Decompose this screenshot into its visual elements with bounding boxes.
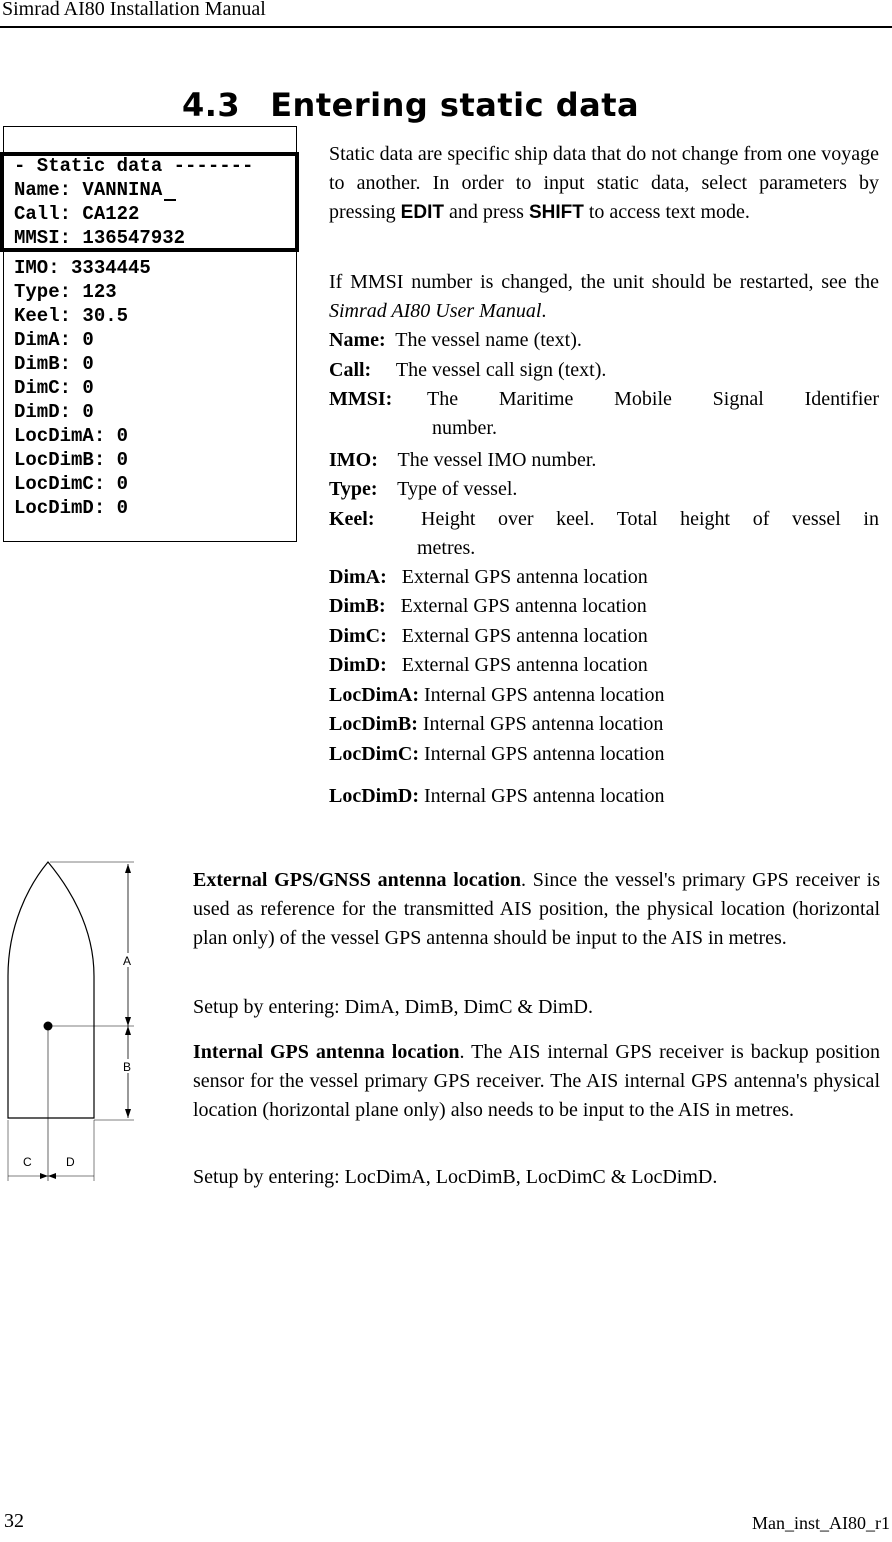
- def-keel: [329, 505, 879, 563]
- desc-type: Type of vessel.: [397, 478, 518, 500]
- lcd-line-locdimb: LocDimB: 0: [14, 449, 129, 471]
- section-number: 4.3: [182, 86, 241, 124]
- desc-dimd: External GPS antenna location: [401, 654, 648, 676]
- desc-locdima: Internal GPS antenna location: [423, 684, 665, 706]
- label-d: D: [66, 1155, 75, 1169]
- lcd-line-call: Call: CA122: [14, 203, 140, 225]
- intro-paragraph-2: [329, 268, 879, 326]
- label-a: A: [123, 954, 132, 968]
- lcd-line-imo: IMO: 3334445: [14, 257, 151, 279]
- internal-antenna-text: . The AIS internal GPS receiver is backup position sensor for the vessel primary GPS receiver. The AIS internal GPS antenna's physical location (horizontal plane only) also needs to be input to the AIS in metres.: [193, 1041, 881, 1121]
- lcd-line-header: - Static data -------: [14, 155, 254, 177]
- term-dimb: DimB:: [329, 595, 386, 617]
- gps-antenna-marker: [44, 1022, 53, 1031]
- lcd-line-name: [14, 178, 162, 202]
- term-call: Call:: [329, 359, 372, 381]
- def-call: [329, 356, 879, 385]
- lcd-line-locdimd: LocDimD: 0: [14, 497, 129, 519]
- term-keel: Keel:: [329, 508, 375, 530]
- lcd-line-mmsi: MMSI: 136547932: [14, 227, 186, 249]
- intro-paragraph-1: [329, 140, 879, 227]
- term-mmsi: MMSI:: [329, 388, 393, 410]
- desc-locdimc: Internal GPS antenna location: [423, 743, 665, 765]
- arrow-b-top: [125, 1026, 131, 1035]
- lcd-line-locdima: LocDimA: 0: [14, 425, 129, 447]
- external-antenna-term: External GPS/GNSS antenna location: [193, 869, 522, 891]
- lcd-line-keel: Keel: 30.5: [14, 305, 129, 327]
- intro-text-a: Static data are specific ship data that do not change from one voyage to another. In order to input static data, select parameters by pressing: [329, 143, 879, 223]
- restart-text: If MMSI number is changed, the unit should be restarted, see the: [329, 271, 879, 293]
- arrow-a-bottom: [125, 1017, 131, 1026]
- lcd-line-dima: DimA: 0: [14, 329, 94, 351]
- ship-hull: [8, 862, 94, 1118]
- restart-text-end: .: [541, 300, 547, 322]
- desc-dimc: External GPS antenna location: [401, 625, 648, 647]
- section-title: [182, 86, 639, 124]
- external-antenna-paragraph: [193, 866, 880, 953]
- external-setup: Setup by entering: DimA, DimB, DimC & DimD.: [193, 996, 593, 1018]
- edit-key-label: EDIT: [400, 202, 444, 223]
- def-dima: [329, 563, 879, 592]
- term-dimc: DimC:: [329, 625, 387, 647]
- external-antenna-text: . Since the vessel's primary GPS receiver is used as reference for the transmitted AIS position, the physical location (horizontal plan only) of the vessel GPS antenna should be input to the AIS in metres.: [193, 869, 881, 949]
- desc-call: The vessel call sign (text).: [395, 359, 607, 381]
- def-mmsi-line: [329, 385, 879, 414]
- desc-name: The vessel name (text).: [395, 329, 582, 351]
- ship-diagram-svg: [0, 856, 150, 1186]
- def-locdima: [329, 681, 879, 710]
- intro-text-c: to access text mode.: [583, 201, 750, 223]
- def-dimd: [329, 651, 879, 680]
- desc-locdimb: Internal GPS antenna location: [422, 713, 664, 735]
- label-b: B: [123, 1060, 132, 1074]
- header-title: Simrad AI80 Installation Manual: [2, 0, 266, 20]
- internal-antenna-paragraph: [193, 1038, 880, 1125]
- page-header: [0, 0, 892, 28]
- section-heading: Entering static data: [270, 86, 640, 124]
- desc-mmsi: The Maritime Mobile Signal Identifier: [427, 388, 879, 410]
- internal-antenna-term: Internal GPS antenna location: [193, 1041, 460, 1063]
- document-id: Man_inst_AI80_r1: [752, 1513, 890, 1533]
- desc-mmsi-cont: number.: [432, 417, 497, 439]
- def-dimb: [329, 592, 879, 621]
- def-locdimc: [329, 740, 879, 769]
- desc-imo: The vessel IMO number.: [397, 449, 597, 471]
- lcd-cursor: [164, 199, 176, 201]
- def-locdimd: [329, 782, 879, 811]
- term-dima: DimA:: [329, 566, 387, 588]
- arrow-a-top: [125, 864, 131, 873]
- desc-dimb: External GPS antenna location: [400, 595, 647, 617]
- page-number: 32: [4, 1510, 24, 1532]
- ship-diagram: [0, 856, 150, 1186]
- intro-text-b: and press: [443, 201, 529, 223]
- arrow-d-left: [48, 1173, 56, 1179]
- internal-setup: Setup by entering: LocDimA, LocDimB, LocDimC & LocDimD.: [193, 1166, 718, 1188]
- def-dimc: [329, 622, 879, 651]
- term-name: Name:: [329, 329, 386, 351]
- lcd-line-type: Type: 123: [14, 281, 117, 303]
- label-c: C: [23, 1155, 32, 1169]
- term-dimd: DimD:: [329, 654, 387, 676]
- def-keel-line: [329, 505, 879, 534]
- term-locdimc: LocDimC:: [329, 743, 419, 765]
- arrow-b-bottom: [125, 1109, 131, 1118]
- term-locdimd: LocDimD:: [329, 785, 419, 807]
- def-type: [329, 475, 879, 504]
- desc-locdimd: Internal GPS antenna location: [423, 785, 665, 807]
- term-locdima: LocDimA:: [329, 684, 419, 706]
- desc-dima: External GPS antenna location: [401, 566, 648, 588]
- term-type: Type:: [329, 478, 378, 500]
- def-imo: [329, 446, 879, 475]
- def-name: [329, 326, 879, 355]
- def-locdimb: [329, 710, 879, 739]
- shift-key-label: SHIFT: [528, 202, 584, 223]
- desc-keel: Height over keel. Total height of vessel in: [421, 508, 879, 530]
- term-imo: IMO:: [329, 449, 378, 471]
- lcd-name-text: Name: VANNINA: [14, 179, 163, 201]
- user-manual-reference: Simrad AI80 User Manual: [329, 300, 542, 322]
- lcd-line-dimc: DimC: 0: [14, 377, 94, 399]
- term-locdimb: LocDimB:: [329, 713, 418, 735]
- lcd-line-dimd: DimD: 0: [14, 401, 94, 423]
- def-mmsi: [329, 385, 879, 443]
- arrow-c-right: [40, 1173, 48, 1179]
- lcd-line-locdimc: LocDimC: 0: [14, 473, 129, 495]
- lcd-line-dimb: DimB: 0: [14, 353, 94, 375]
- desc-keel-cont: metres.: [417, 537, 476, 559]
